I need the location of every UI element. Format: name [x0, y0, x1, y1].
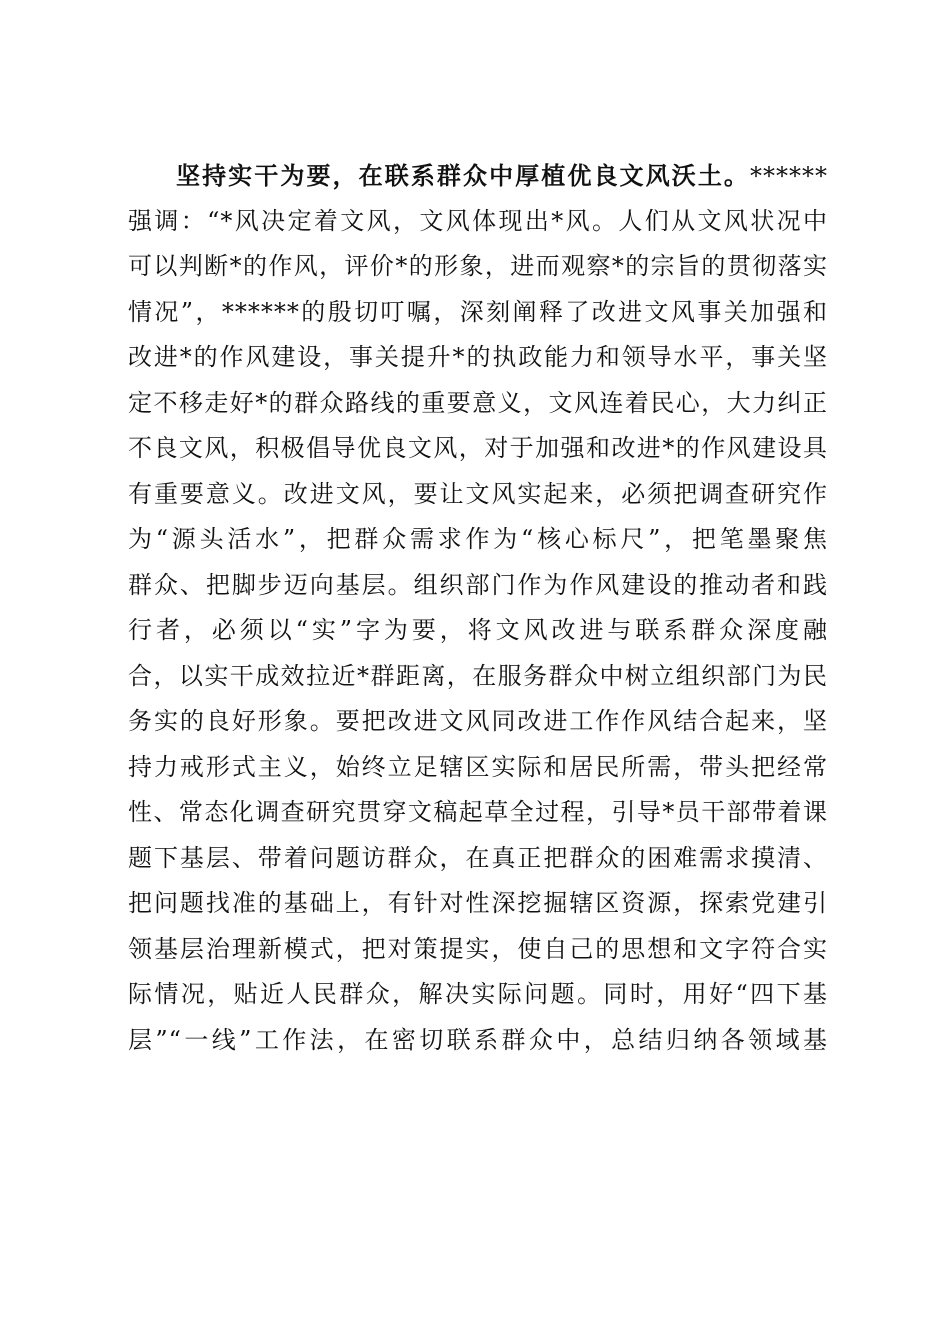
text-line: 群众、把脚步迈向基层。组织部门作为作风建设的推动者和践 [128, 570, 828, 599]
text-line: 为“源头活水”，把群众需求作为“核心标尺”，把笔墨聚焦 [128, 525, 828, 553]
text-line: 定不移走好*的群众路线的重要意义，文风连着民心，大力纠正 [128, 388, 828, 417]
text-line: 强调：“*风决定着文风，文风体现出*风。人们从文风状况中 [128, 206, 828, 235]
lead-sentence: 坚持实干为要，在联系群众中厚植优良文风沃土。 [176, 161, 750, 190]
text-line: 可以判断*的作风，评价*的形象，进而观察*的宗旨的贯彻落实 [128, 252, 828, 280]
text-line: 不良文风，积极倡导优良文风，对于加强和改进*的作风建设具 [128, 434, 828, 462]
text-line: 情况”，******的殷切叮嘱，深刻阐释了改进文风事关加强和 [128, 297, 828, 326]
text-line: 领基层治理新模式，把对策提实，使自己的思想和文字符合实 [128, 934, 828, 963]
text-line: 有重要意义。改进文风，要让文风实起来，必须把调查研究作 [128, 479, 828, 508]
body-paragraph [128, 153, 828, 1063]
text-line: 行者，必须以“实”字为要，将文风改进与联系群众深度融 [128, 616, 828, 644]
text-line: 把问题找准的基础上，有针对性深挖掘辖区资源，探索党建引 [128, 889, 828, 917]
paragraph-first-line [128, 153, 828, 199]
text-line: 题下基层、带着问题访群众，在真正把群众的困难需求摸清、 [128, 843, 828, 872]
text-line: 合，以实干成效拉近*群距离，在服务群众中树立组织部门为民 [128, 661, 828, 690]
text-line: 际情况，贴近人民群众，解决实际问题。同时，用好“四下基 [128, 980, 828, 1008]
text-line: 改进*的作风建设，事关提升*的执政能力和领导水平，事关坚 [128, 343, 828, 371]
text-line: 性、常态化调查研究贯穿文稿起草全过程，引导*员干部带着课 [128, 798, 828, 826]
text-line: 持力戒形式主义，始终立足辖区实际和居民所需，带头把经常 [128, 752, 828, 781]
text-segment: ****** [750, 162, 828, 190]
text-line: 务实的良好形象。要把改进文风同改进工作作风结合起来，坚 [128, 707, 828, 735]
text-line: 层”“一线”工作法，在密切联系群众中，总结归纳各领域基 [128, 1025, 828, 1054]
